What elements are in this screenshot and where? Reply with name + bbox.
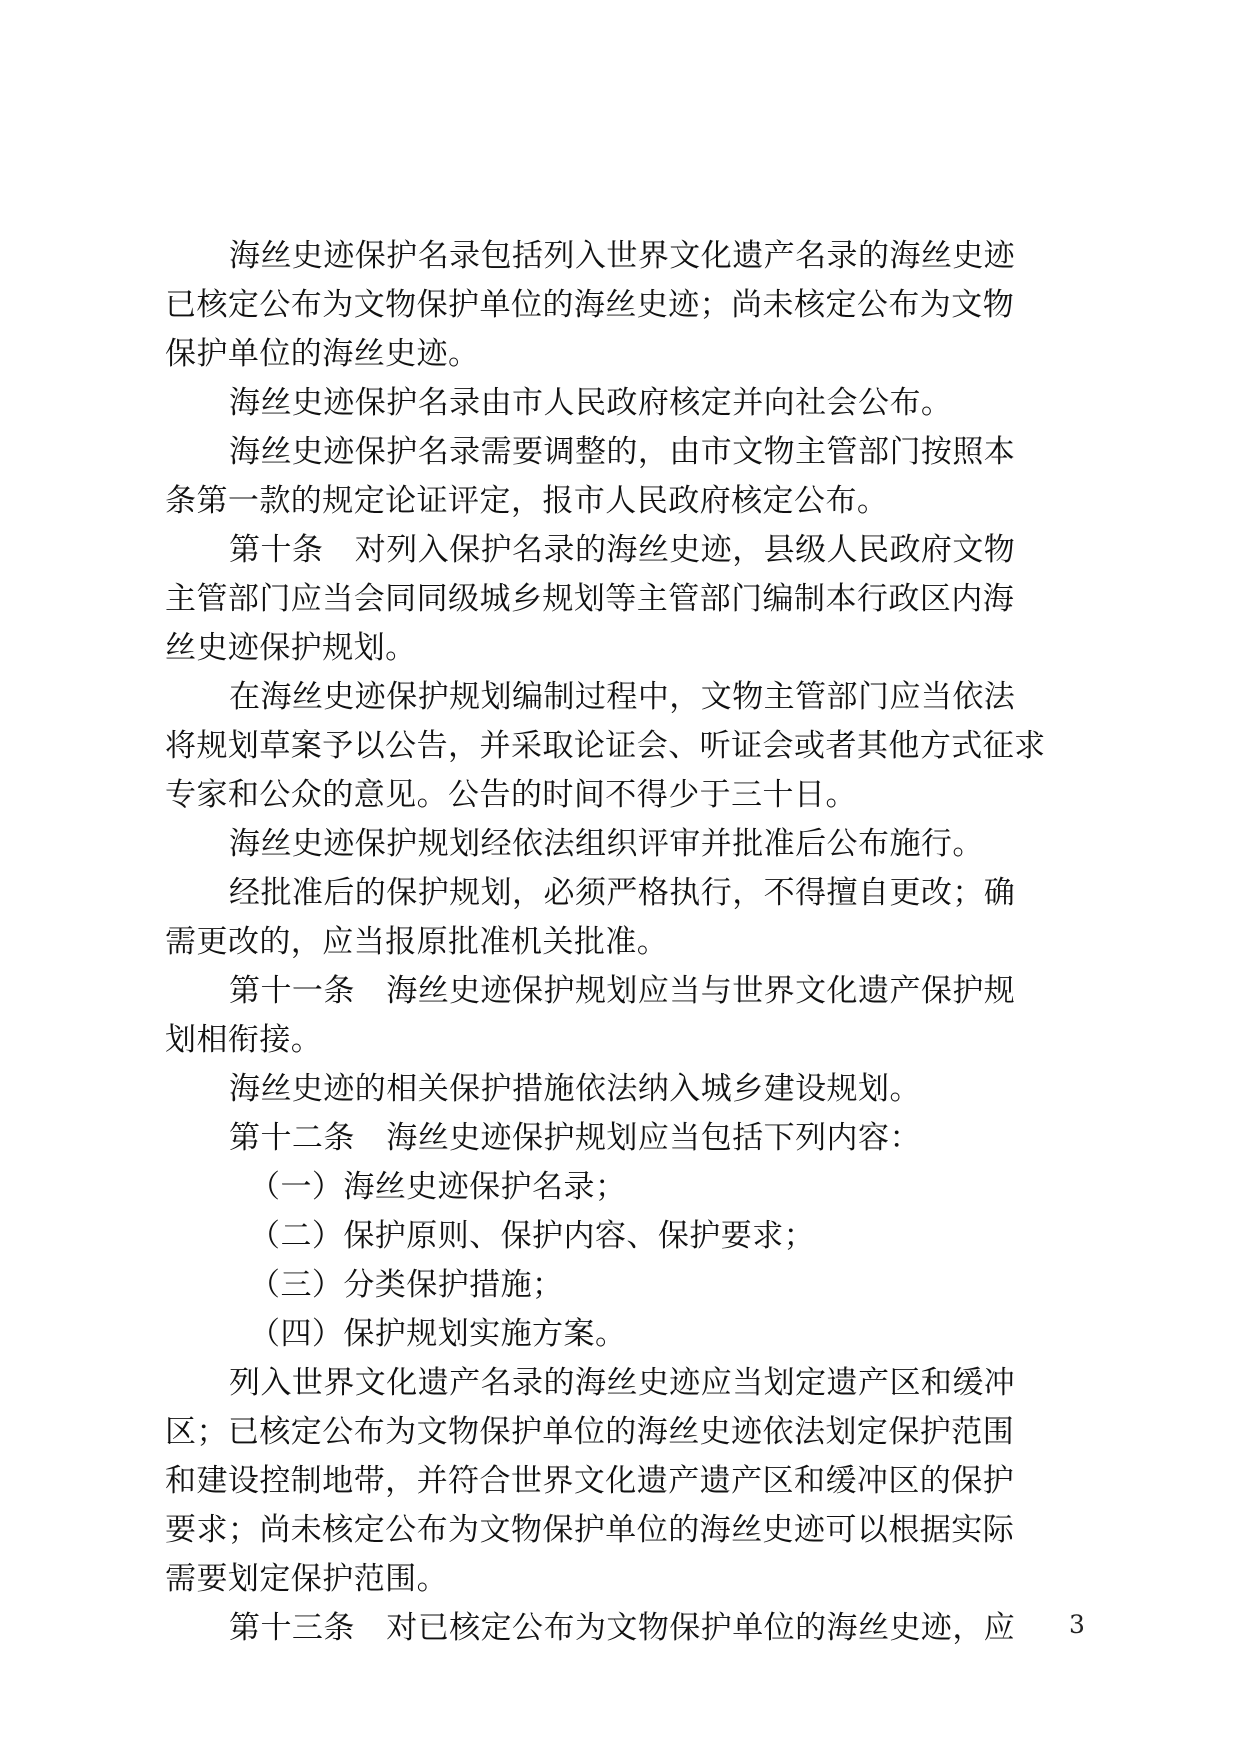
body-line: 专家和公众的意见。公告的时间不得少于三十日。 (165, 777, 857, 813)
body-line: 列入世界文化遗产名录的海丝史迹应当划定遗产区和缓冲 (229, 1365, 1016, 1401)
list-item: （二）保护原则、保护内容、保护要求； (249, 1218, 816, 1254)
list-item: （四）保护规划实施方案。 (249, 1316, 627, 1352)
body-line: 条第一款的规定论证评定，报市人民政府核定公布。 (165, 483, 889, 519)
body-line: 海丝史迹的相关保护措施依法纳入城乡建设规划。 (229, 1071, 921, 1107)
body-line: 经批准后的保护规划，必须严格执行，不得擅自更改；确 (229, 875, 1016, 911)
article-line: 第十条 对列入保护名录的海丝史迹，县级人民政府文物 (229, 532, 1016, 568)
article-line: 第十一条 海丝史迹保护规划应当与世界文化遗产保护规 (229, 973, 1016, 1009)
list-item: （三）分类保护措施； (249, 1267, 564, 1303)
body-line: 需更改的，应当报原批准机关批准。 (165, 924, 669, 960)
body-line: 将规划草案予以公告，并采取论证会、听证会或者其他方式征求 (165, 728, 1046, 764)
document-body (165, 232, 1085, 1653)
body-line: 需要划定保护范围。 (165, 1561, 449, 1597)
page-number: 3 (1069, 1610, 1085, 1639)
body-line: 和建设控制地带，并符合世界文化遗产遗产区和缓冲区的保护 (165, 1463, 1015, 1499)
list-item: （一）海丝史迹保护名录； (249, 1169, 627, 1205)
body-line: 要求；尚未核定公布为文物保护单位的海丝史迹可以根据实际 (165, 1512, 1015, 1548)
body-line: 丝史迹保护规划。 (165, 630, 417, 666)
body-line: 主管部门应当会同同级城乡规划等主管部门编制本行政区内海 (165, 581, 1015, 617)
body-line: 区；已核定公布为文物保护单位的海丝史迹依法划定保护范围 (165, 1414, 1015, 1450)
article-line: 第十三条 对已核定公布为文物保护单位的海丝史迹，应 (229, 1610, 1016, 1646)
body-line: 海丝史迹保护名录包括列入世界文化遗产名录的海丝史迹 (229, 238, 1016, 274)
body-line: 已核定公布为文物保护单位的海丝史迹；尚未核定公布为文物 (165, 287, 1015, 323)
body-line: 海丝史迹保护名录由市人民政府核定并向社会公布。 (229, 385, 953, 421)
article-line: 第十二条 海丝史迹保护规划应当包括下列内容： (229, 1120, 921, 1156)
body-line: 海丝史迹保护名录需要调整的，由市文物主管部门按照本 (229, 434, 1016, 470)
body-line: 在海丝史迹保护规划编制过程中，文物主管部门应当依法 (229, 679, 1016, 715)
body-line: 划相衔接。 (165, 1022, 323, 1058)
body-line: 海丝史迹保护规划经依法组织评审并批准后公布施行。 (229, 826, 984, 862)
body-line: 保护单位的海丝史迹。 (165, 336, 480, 372)
